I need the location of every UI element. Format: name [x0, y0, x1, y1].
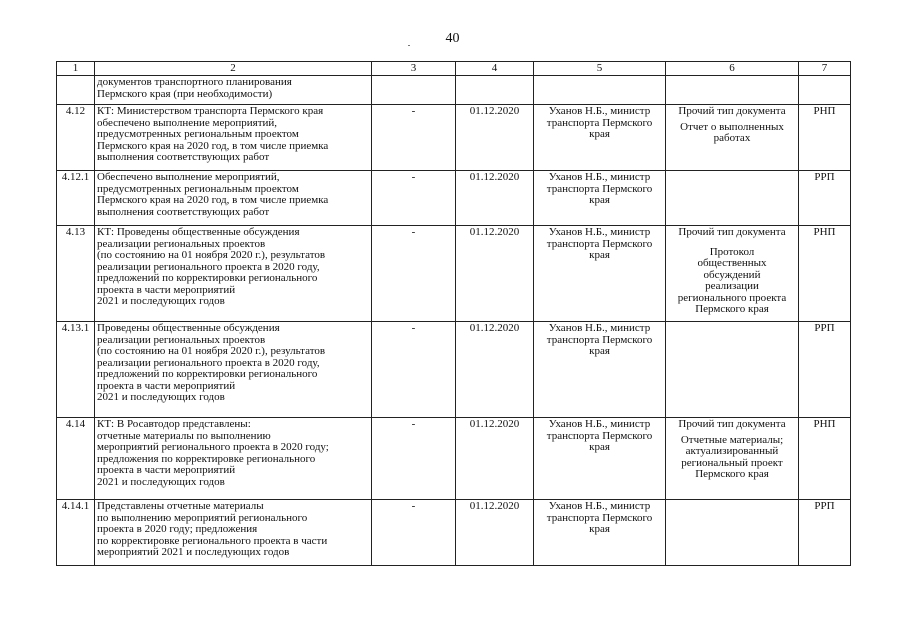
- column-3-cell: [372, 76, 456, 105]
- scan-speck: [408, 45, 410, 46]
- responsible-person-cell: Уханов Н.Б., министр транспорта Пермского края: [534, 171, 666, 226]
- table-row: [57, 500, 851, 566]
- level-code-cell: РРП: [799, 171, 851, 226]
- document-type-label: Прочий тип документа: [678, 226, 786, 238]
- column-3-cell: -: [372, 105, 456, 171]
- column-number: 5: [534, 62, 666, 76]
- document-type-cell: [666, 322, 799, 418]
- item-number-cell: 4.12: [57, 105, 95, 171]
- item-description-cell: документов транспортного планирования Пермского края (при необходимости): [95, 76, 372, 105]
- level-code-cell: РНП: [799, 418, 851, 500]
- page-number: 40: [445, 31, 460, 46]
- plan-table: [56, 61, 851, 566]
- responsible-person-cell: Уханов Н.Б., министр транспорта Пермского края: [534, 500, 666, 566]
- document-type-cell: [666, 418, 799, 500]
- table-row: [57, 171, 851, 226]
- document-name-label: Отчет о выполненных работах: [680, 120, 784, 144]
- level-code-cell: РРП: [799, 500, 851, 566]
- due-date-cell: 01.12.2020: [456, 322, 534, 418]
- column-3-cell: -: [372, 322, 456, 418]
- item-description-cell: Обеспечено выполнение мероприятий, предусмотренных региональным проектом Пермского края на 2020 год, в том числе приемка выполнения соответствующих работ: [95, 171, 372, 226]
- item-description-cell: КТ: Министерством транспорта Пермского края обеспечено выполнение мероприятий, предусмотренных региональным проектом Пермского края на 2020 год, в том числе приемка выполнения соответствующих работ: [95, 105, 372, 171]
- column-number-row: [57, 62, 851, 76]
- column-number: 2: [95, 62, 372, 76]
- column-3-cell: -: [372, 226, 456, 322]
- item-description-cell: Представлены отчетные материалы по выполнению мероприятий регионального проекта в 2020 году; предложения по корректировке регионального проекта в части мероприятий 2021 и последующих годов: [95, 500, 372, 566]
- item-description-cell: Проведены общественные обсуждения реализации региональных проектов (по состоянию на 01 ноября 2020 г.), результатов реализации регионального проекта в 2020 году, предложений по корректировки регионального проекта в части мероприятий 2021 и последующих годов: [95, 322, 372, 418]
- column-number: 6: [666, 62, 799, 76]
- item-number-cell: 4.13: [57, 226, 95, 322]
- due-date-cell: [456, 76, 534, 105]
- document-type-cell: [666, 226, 799, 322]
- table-row: [57, 322, 851, 418]
- due-date-cell: 01.12.2020: [456, 226, 534, 322]
- responsible-person-cell: Уханов Н.Б., министр транспорта Пермского края: [534, 226, 666, 322]
- level-code-cell: [799, 76, 851, 105]
- responsible-person-cell: [534, 76, 666, 105]
- document-type-cell: [666, 171, 799, 226]
- item-description-cell: КТ: Проведены общественные обсуждения реализации региональных проектов (по состоянию на 01 ноября 2020 г.), результатов реализации регионального проекта в 2020 году, предложений по корректировки регионального проекта в части мероприятий 2021 и последующих годов: [95, 226, 372, 322]
- document-type-cell: [666, 500, 799, 566]
- table-row: [57, 105, 851, 171]
- column-number: 3: [372, 62, 456, 76]
- level-code-cell: РНП: [799, 105, 851, 171]
- item-description-cell: КТ: В Росавтодор представлены: отчетные материалы по выполнению мероприятий регионального проекта в 2020 году; предложения по корректировке регионального проекта в части мероприятий 2021 и последующих годов: [95, 418, 372, 500]
- table-row: [57, 418, 851, 500]
- item-number-cell: 4.14.1: [57, 500, 95, 566]
- document-type-cell: [666, 76, 799, 105]
- table-row: [57, 226, 851, 322]
- level-code-cell: РРП: [799, 322, 851, 418]
- document-name-label: Протокол общественных обсуждений реализации регионального проекта Пермского края: [677, 245, 787, 315]
- item-number-cell: 4.12.1: [57, 171, 95, 226]
- due-date-cell: 01.12.2020: [456, 500, 534, 566]
- responsible-person-cell: Уханов Н.Б., министр транспорта Пермского края: [534, 105, 666, 171]
- column-number: 1: [57, 62, 95, 76]
- item-number-cell: 4.14: [57, 418, 95, 500]
- column-3-cell: -: [372, 171, 456, 226]
- table-row: [57, 76, 851, 105]
- due-date-cell: 01.12.2020: [456, 105, 534, 171]
- due-date-cell: 01.12.2020: [456, 171, 534, 226]
- responsible-person-cell: Уханов Н.Б., министр транспорта Пермского края: [534, 322, 666, 418]
- column-number: 7: [799, 62, 851, 76]
- responsible-person-cell: Уханов Н.Б., министр транспорта Пермского края: [534, 418, 666, 500]
- level-code-cell: РНП: [799, 226, 851, 322]
- column-3-cell: -: [372, 418, 456, 500]
- document-type-label: Прочий тип документа: [678, 418, 786, 430]
- document-type-label: Прочий тип документа: [678, 105, 786, 117]
- item-number-cell: [57, 76, 95, 105]
- item-number-cell: 4.13.1: [57, 322, 95, 418]
- document-type-cell: [666, 105, 799, 171]
- column-3-cell: -: [372, 500, 456, 566]
- column-number: 4: [456, 62, 534, 76]
- document-name-label: Отчетные материалы; актуализированный региональный проект Пермского края: [680, 433, 784, 480]
- due-date-cell: 01.12.2020: [456, 418, 534, 500]
